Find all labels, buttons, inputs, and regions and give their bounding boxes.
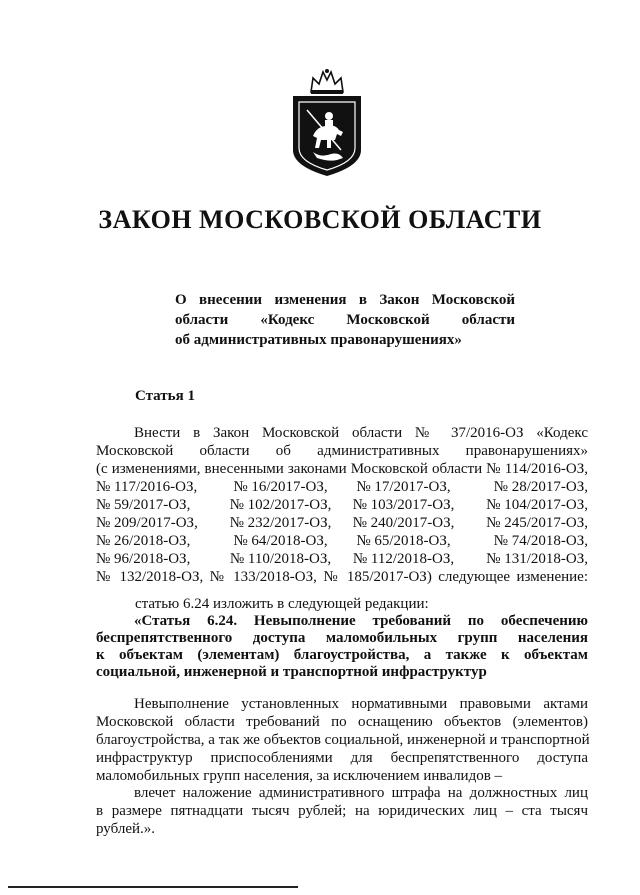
amendment-ref: № 16/2017-ОЗ, [233, 479, 328, 495]
intro-line: № 132/2018-ОЗ, № 133/2018-ОЗ, № 185/2017-ОЗ) следующее изменение: [96, 569, 588, 585]
amendment-ref: № 131/2018-ОЗ, [486, 551, 588, 567]
subject-line: об административных правонарушениях» [175, 332, 462, 348]
sanction-line: в размере пятнадцати тысяч рублей; на юридических лиц – ста тысяч [96, 803, 588, 819]
amendment-ref: № 102/2017-ОЗ, [229, 497, 332, 513]
amendment-ref: № 232/2017-ОЗ, [229, 515, 332, 531]
intro-line: (с изменениями, внесенными законами Московской области № 114/2016-ОЗ, [96, 461, 588, 477]
amendment-ref: № 117/2016-ОЗ, [96, 479, 198, 495]
amendment-ref: № 28/2017-ОЗ, [493, 479, 588, 495]
disposition-line: Московской области требований по оснащению объектов (элементов) [96, 714, 588, 730]
amendment-statement: статью 6.24 изложить в следующей редакции: [135, 596, 429, 612]
amendment-ref: № 104/2017-ОЗ, [486, 497, 588, 513]
amendment-ref: № 59/2017-ОЗ, [96, 497, 191, 513]
amendment-ref: № 209/2017-ОЗ, [96, 515, 198, 531]
law-title: ЗАКОН МОСКОВСКОЙ ОБЛАСТИ [98, 205, 542, 234]
amendment-ref: № 65/2018-ОЗ, [356, 533, 451, 549]
disposition-line: Невыполнение установленных нормативными правовыми актами [134, 696, 588, 712]
article-heading: Статья 1 [135, 388, 195, 404]
article-sanction [96, 784, 588, 838]
amendment-ref: № 17/2017-ОЗ, [356, 479, 451, 495]
amendment-ref: № 26/2018-ОЗ, [96, 533, 191, 549]
moscow-oblast-coat-of-arms-icon [287, 66, 367, 178]
intro-line: Внести в Закон Московской области № 37/2016-ОЗ «Кодекс [134, 425, 588, 441]
new-article-line: беспрепятственного доступа маломобильных групп населения [96, 630, 588, 646]
article-disposition [96, 695, 588, 785]
disposition-line: маломобильных групп населения, за исключением инвалидов – [96, 768, 503, 784]
sanction-line: влечет наложение административного штрафа на должностных лиц [134, 785, 588, 801]
article-intro [96, 424, 588, 586]
amendment-ref: № 245/2017-ОЗ, [486, 515, 588, 531]
new-article-line: «Статья 6.24. Невыполнение требований по обеспечению [134, 613, 588, 629]
amendment-ref: № 103/2017-ОЗ, [352, 497, 455, 513]
amendment-ref: № 112/2018-ОЗ, [352, 551, 455, 567]
amendment-ref: № 96/2018-ОЗ, [96, 551, 191, 567]
footer-divider [8, 886, 298, 888]
amendments-list [96, 478, 588, 568]
amendment-ref: № 74/2018-ОЗ, [493, 533, 588, 549]
amendment-ref: № 64/2018-ОЗ, [233, 533, 328, 549]
law-subject [175, 290, 515, 350]
new-article-line: к объектам (элементам) благоустройства, а также к объектам [96, 647, 588, 663]
subject-line: области «Кодекс Московской области [175, 312, 515, 328]
disposition-line: благоустройства, а так же объектов социальной, инженерной и транспортной [96, 732, 590, 748]
amendment-ref: № 240/2017-ОЗ, [352, 515, 455, 531]
intro-line: Московской области об административных правонарушениях» [96, 443, 588, 459]
disposition-line: инфраструктур приспособлениями для беспрепятственного доступа [96, 750, 588, 766]
subject-line: О внесении изменения в Закон Московской [175, 292, 515, 308]
sanction-line: рублей.». [96, 821, 156, 837]
amendment-ref: № 110/2018-ОЗ, [229, 551, 332, 567]
new-article-line: социальной, инженерной и транспортной инфраструктур [96, 664, 487, 680]
new-article-title [96, 613, 588, 681]
